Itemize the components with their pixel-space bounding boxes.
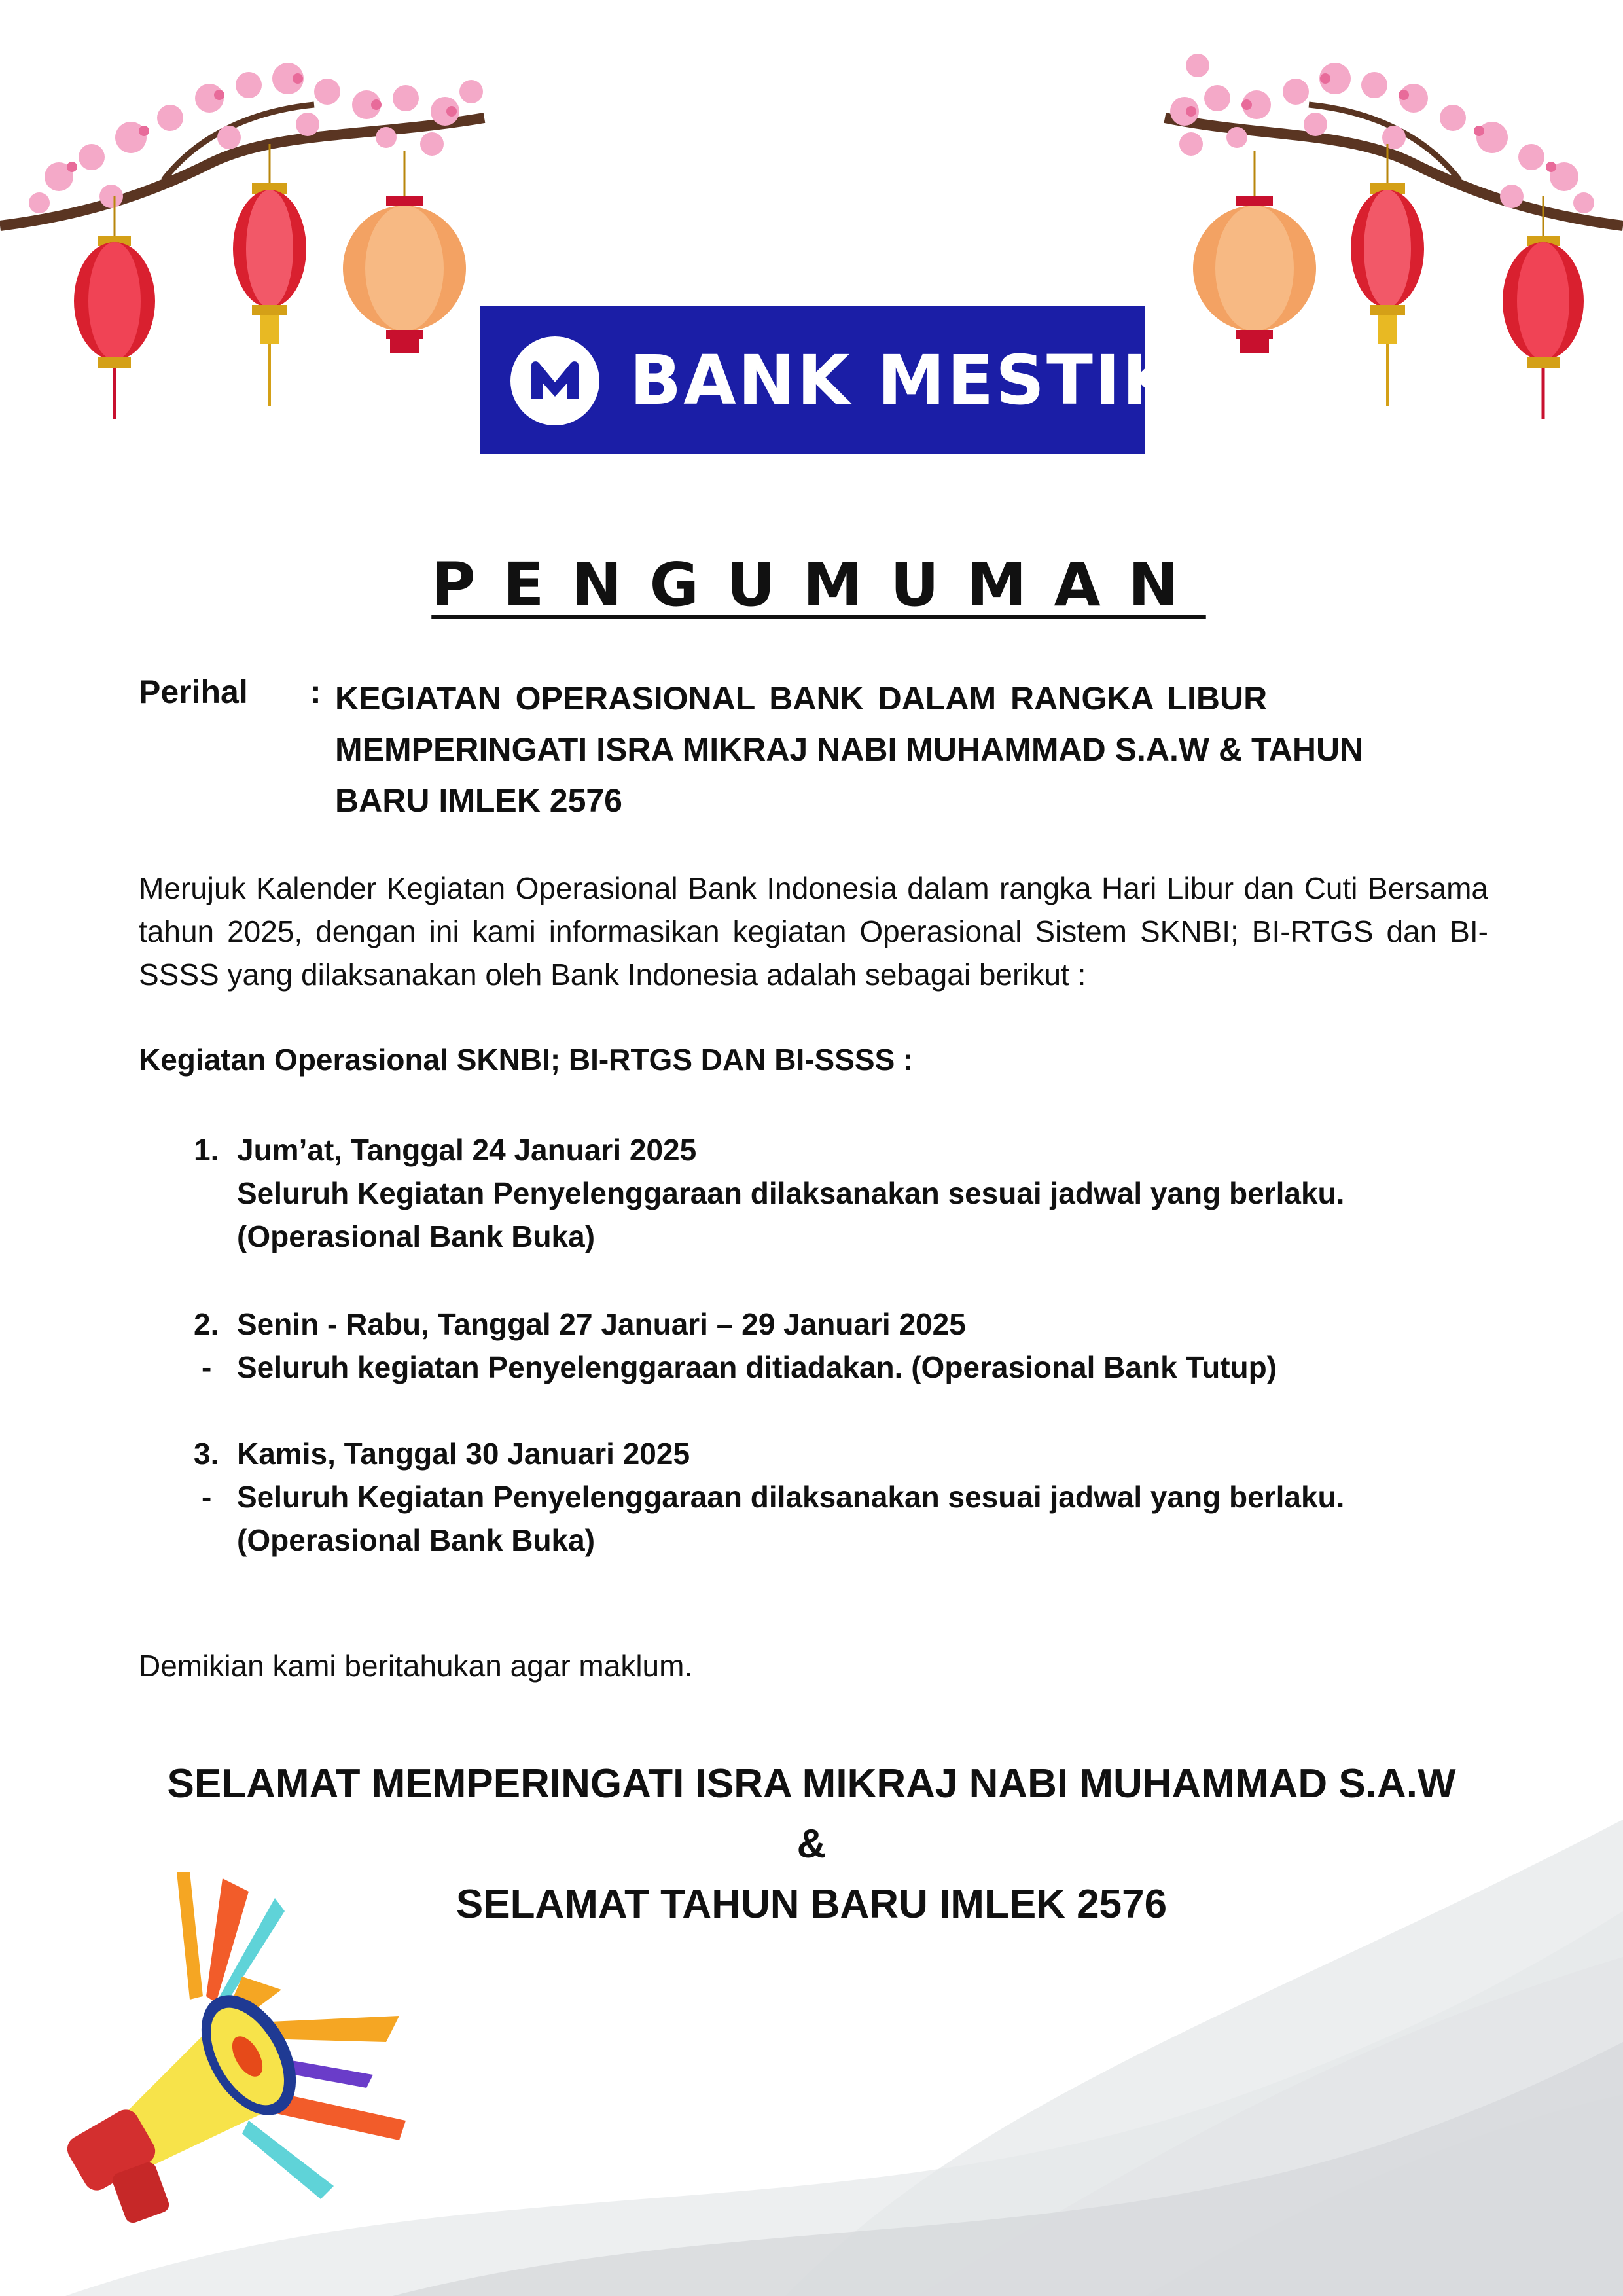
item-bullet: - (202, 1350, 212, 1384)
perihal-subject (335, 673, 1487, 826)
section-heading: Kegiatan Operasional SKNBI; BI-RTGS DAN BI-SSSS : (139, 1043, 914, 1077)
item-description: Seluruh kegiatan Penyelenggaraan ditiadakan. (Operasional Bank Tutup) (237, 1350, 1277, 1384)
item-date: Jum’at, Tanggal 24 Januari 2025 (237, 1133, 697, 1167)
megaphone-icon (59, 1859, 425, 2225)
perihal-line: MEMPERINGATI ISRA MIKRAJ NABI MUHAMMAD S.A.W & TAHUN (335, 731, 1364, 768)
cherry-blossom-lanterns-illustration (0, 39, 497, 432)
item-number: 1. (194, 1133, 219, 1167)
item-bullet: - (202, 1480, 212, 1514)
item-number: 2. (194, 1307, 219, 1341)
bank-name: BANK MESTIKA (630, 340, 1232, 420)
item-note: (Operasional Bank Buka) (237, 1523, 596, 1557)
greeting-line: SELAMAT MEMPERINGATI ISRA MIKRAJ NABI MUHAMMAD S.A.W (167, 1761, 1456, 1806)
item-note: (Operasional Bank Buka) (237, 1219, 596, 1253)
item-description: Seluruh Kegiatan Penyelenggaraan dilaksanakan sesuai jadwal yang berlaku. (237, 1176, 1345, 1210)
item-description: Seluruh Kegiatan Penyelenggaraan dilaksanakan sesuai jadwal yang berlaku. (237, 1480, 1345, 1514)
perihal-label: Perihal (139, 673, 248, 710)
perihal-line: KEGIATAN OPERASIONAL BANK DALAM RANGKA LIBUR (335, 680, 1268, 717)
greeting-line: SELAMAT TAHUN BARU IMLEK 2576 (455, 1882, 1168, 1927)
perihal-colon: : (310, 673, 321, 710)
item-date: Senin - Rabu, Tanggal 27 Januari – 29 Januari 2025 (237, 1307, 966, 1341)
bank-logo-banner (480, 306, 1232, 454)
page-title: PENGUMUMAN (431, 550, 1206, 620)
closing-text: Demikian kami beritahukan agar maklum. (139, 1649, 693, 1683)
item-date: Kamis, Tanggal 30 Januari 2025 (237, 1437, 690, 1471)
item-number: 3. (194, 1437, 219, 1471)
m-logo-icon (510, 336, 599, 425)
intro-paragraph: Merujuk Kalender Kegiatan Operasional Bank Indonesia dalam rangka Hari Libur dan Cuti Bersama tahun 2025, dengan ini kami informasikan kegiatan Operasional Sistem SKNBI; BI-RTGS dan BI-SSSS yang dilaksanakan oleh Bank Indonesia adalah sebagai berikut : (139, 871, 1488, 992)
perihal-line: BARU IMLEK 2576 (335, 782, 622, 819)
greeting-ampersand: & (796, 1821, 827, 1867)
